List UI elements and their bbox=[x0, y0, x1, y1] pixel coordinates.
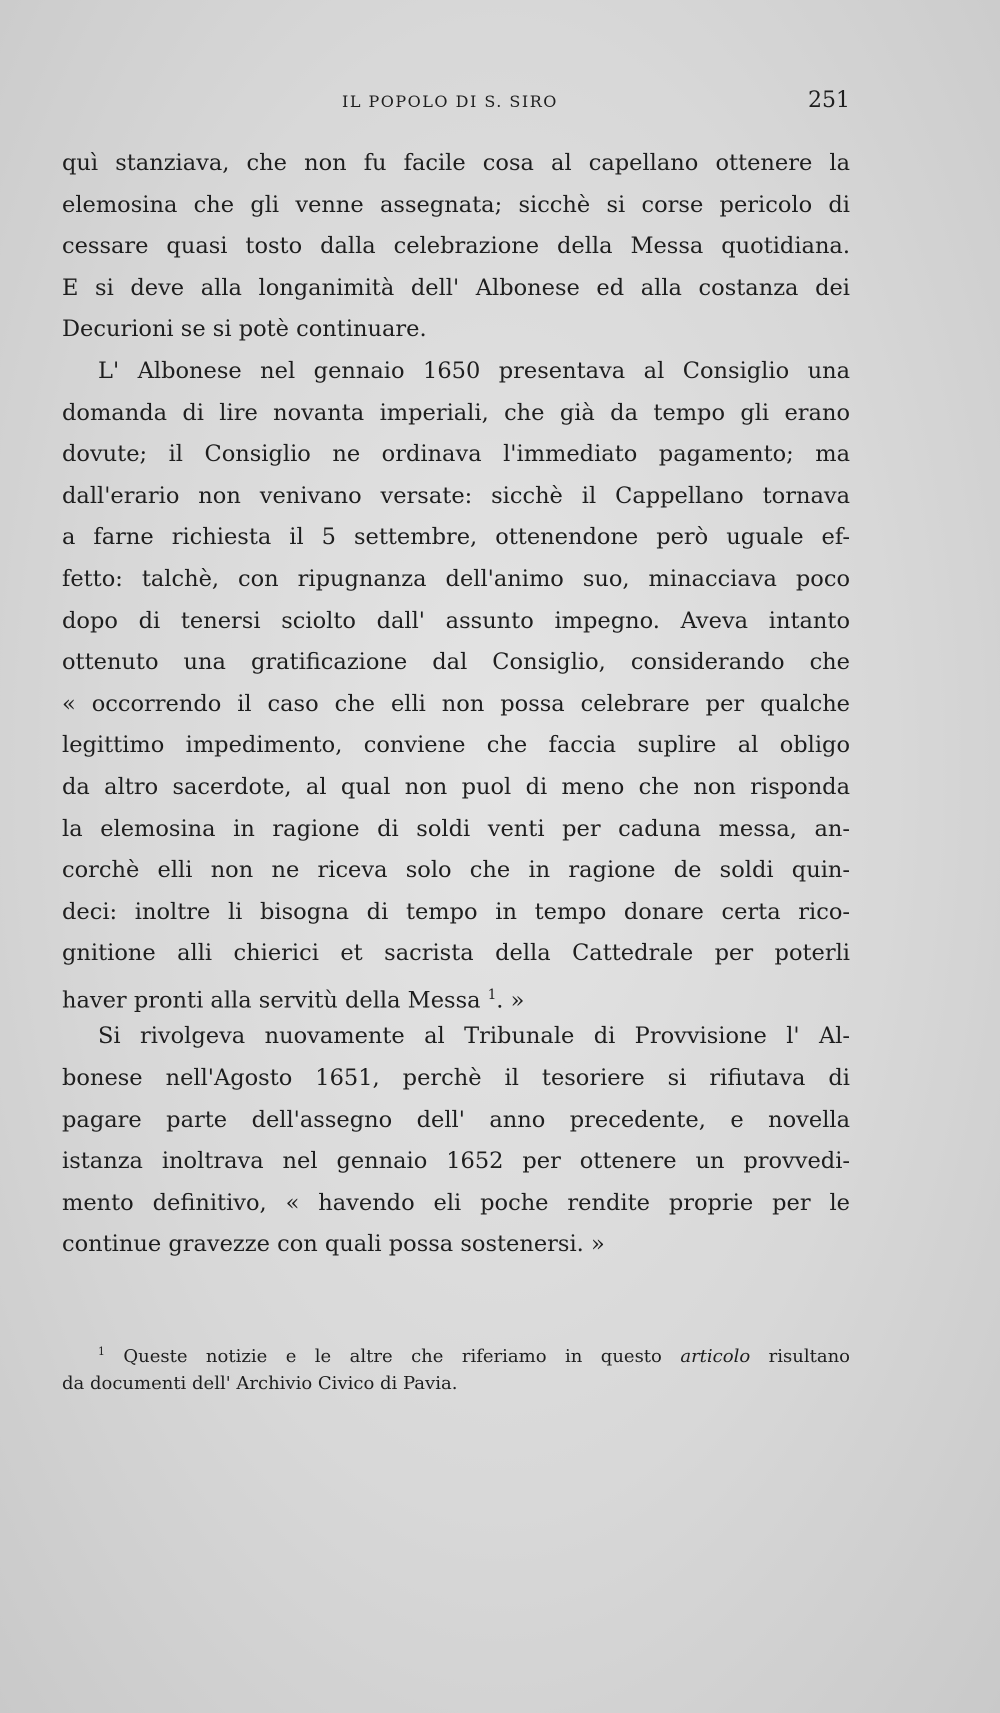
footnote-text: Queste notizie e le altre che riferiamo in questo bbox=[123, 1346, 662, 1367]
text-line: ottenuto una gratificazione dal Consiglio, considerando che bbox=[62, 649, 850, 676]
text-line: domanda di lire novanta imperiali, che già da tempo gli erano bbox=[62, 399, 850, 426]
text-line-with-footnote-ref bbox=[62, 975, 850, 1017]
text-line: gnitione alli chierici et sacrista della Cattedrale per poterli bbox=[62, 940, 850, 967]
text-line: corchè elli non ne riceva solo che in ragione de soldi quin- bbox=[62, 857, 850, 884]
text-line: pagare parte dell'assegno dell' anno precedente, e novella bbox=[62, 1106, 850, 1133]
text-line: la elemosina in ragione di soldi venti per caduna messa, an- bbox=[62, 815, 850, 842]
text-line: deci: inoltre li bisogna di tempo in tempo donare certa rico- bbox=[62, 898, 850, 925]
text-line: bonese nell'Agosto 1651, perchè il tesoriere si rifiutava di bbox=[62, 1065, 850, 1092]
text-line: da altro sacerdote, al qual non puol di meno che non risponda bbox=[62, 773, 850, 800]
text-line: L' Albonese nel gennaio 1650 presentava al Consiglio una bbox=[98, 357, 850, 384]
text-line: elemosina che gli venne assegnata; sicchè si corse pericolo di bbox=[62, 191, 850, 218]
text-line: legittimo impedimento, conviene che faccia suplire al obligo bbox=[62, 732, 850, 759]
footnote bbox=[62, 1336, 850, 1400]
text-line: « occorrendo il caso che elli non possa celebrare per qualche bbox=[62, 690, 850, 717]
text-line-content: haver pronti alla servitù della Messa bbox=[62, 987, 481, 1014]
text-line: Si rivolgeva nuovamente al Tribunale di Provvisione l' Al- bbox=[98, 1023, 850, 1050]
page-number: 251 bbox=[808, 88, 850, 113]
text-line: dovute; il Consiglio ne ordinava l'immediato pagamento; ma bbox=[62, 441, 850, 468]
running-title: IL POPOLO DI S. SIRO bbox=[342, 92, 558, 111]
text-line: E si deve alla longanimità dell' Albonese ed alla costanza dei bbox=[62, 274, 850, 301]
text-line: a farne richiesta il 5 settembre, ottenendone però uguale ef- bbox=[62, 524, 850, 551]
body-text bbox=[62, 143, 850, 1266]
footnote-reference: 1 bbox=[487, 986, 497, 1003]
text-line: dopo di tenersi sciolto dall' assunto impegno. Aveva intanto bbox=[62, 607, 850, 634]
page-header bbox=[62, 88, 850, 118]
footnote-line bbox=[62, 1336, 850, 1368]
quote-close: . » bbox=[496, 987, 525, 1014]
text-line: istanza inoltrava nel gennaio 1652 per ottenere un provvedi- bbox=[62, 1148, 850, 1175]
text-line: quì stanziava, che non fu facile cosa al capellano ottenere la bbox=[62, 150, 850, 176]
text-line: mento definitivo, « havendo eli poche rendite proprie per le bbox=[62, 1189, 850, 1216]
text-line: continue gravezze con quali possa sostenersi. » bbox=[62, 1231, 605, 1258]
text-line: dall'erario non venivano versate: sicchè il Cappellano tornava bbox=[62, 482, 850, 509]
footnote-marker: 1 bbox=[98, 1345, 105, 1358]
text-line: Decurioni se si potè continuare. bbox=[62, 316, 427, 343]
footnote-text: risultano bbox=[768, 1346, 850, 1367]
text-line: fetto: talchè, con ripugnanza dell'animo suo, minacciava poco bbox=[62, 565, 850, 592]
text-line: cessare quasi tosto dalla celebrazione della Messa quotidiana. bbox=[62, 233, 850, 260]
footnote-italic-word: articolo bbox=[680, 1346, 751, 1367]
footnote-line: da documenti dell' Archivio Civico di Pavia. bbox=[62, 1373, 458, 1394]
